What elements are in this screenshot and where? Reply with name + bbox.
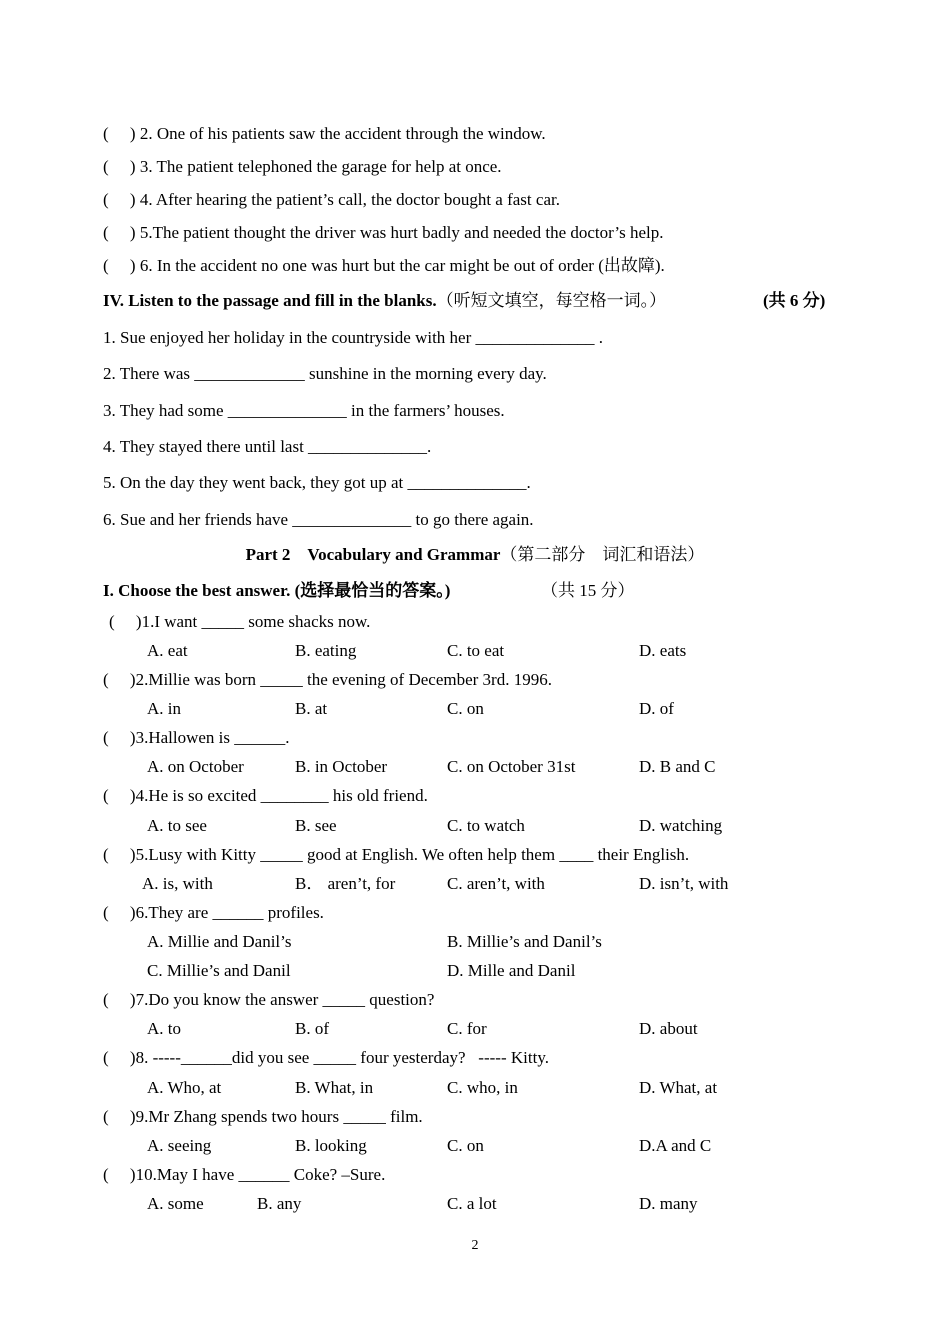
fill-item: 1. Sue enjoyed her holiday in the countryside with her ______________ .: [103, 328, 603, 347]
question-stem: ( )1.I want _____ some shacks now.: [109, 612, 371, 631]
question-stem: ( )9.Mr Zhang spends two hours _____ film.: [103, 1107, 423, 1126]
option: D. What, at: [639, 1078, 718, 1097]
option: A. is, with: [142, 874, 213, 893]
option: B. What, in: [295, 1078, 374, 1097]
judge-item: ( ) 4. After hearing the patient’s call, the doctor bought a fast car.: [103, 190, 560, 209]
section-heading: [103, 290, 666, 312]
section-instruction: (选择最恰当的答案。): [290, 581, 451, 600]
fill-item: 6. Sue and her friends have ______________ to go there again.: [103, 510, 534, 529]
question-stem: ( )3.Hallowen is ______.: [103, 728, 290, 747]
option: A. to see: [147, 816, 207, 835]
option: B. Millie’s and Danil’s: [447, 932, 602, 951]
part-subtitle: （第二部分 词汇和语法）: [500, 545, 705, 564]
option: C. on: [447, 699, 484, 718]
question-stem: ( )10.May I have ______ Coke? –Sure.: [103, 1165, 386, 1184]
question-stem: ( )6.They are ______ profiles.: [103, 903, 324, 922]
option: D. eats: [639, 641, 687, 660]
option: A. to: [147, 1019, 181, 1038]
section-score: (共 6 分): [763, 291, 826, 310]
section-heading: [103, 580, 450, 602]
option: C. on October 31st: [447, 757, 576, 776]
option: C. a lot: [447, 1194, 497, 1213]
option: A. some: [147, 1194, 204, 1213]
option: B. in October: [295, 757, 388, 776]
option: A. on October: [147, 757, 244, 776]
part-heading: [0, 544, 950, 566]
option: B. looking: [295, 1136, 367, 1155]
fill-item: 2. There was _____________ sunshine in the morning every day.: [103, 364, 547, 383]
question-stem: ( )5.Lusy with Kitty _____ good at English. We often help them ____ their English.: [103, 845, 690, 864]
option: A. Millie and Danil’s: [147, 932, 292, 951]
option: D. about: [639, 1019, 698, 1038]
option: B. any: [257, 1194, 302, 1213]
option: A. Who, at: [147, 1078, 222, 1097]
section-instruction: （听短文填空，每空格一词。）: [436, 291, 667, 310]
option: D.A and C: [639, 1136, 712, 1155]
option: D. B and C: [639, 757, 716, 776]
judge-item: ( ) 5.The patient thought the driver was hurt badly and needed the doctor’s help.: [103, 223, 664, 242]
option: D. of: [639, 699, 674, 718]
option: A. eat: [147, 641, 188, 660]
question-stem: ( )4.He is so excited ________ his old friend.: [103, 786, 428, 805]
option: A. in: [147, 699, 181, 718]
judge-item: ( ) 2. One of his patients saw the accident through the window.: [103, 124, 546, 143]
part-title: Part 2 Vocabulary and Grammar: [245, 545, 501, 564]
option: C. on: [447, 1136, 484, 1155]
option: D. isn’t, with: [639, 874, 729, 893]
option: C. for: [447, 1019, 487, 1038]
section-score: （共 15 分）: [541, 581, 635, 600]
page-number: 2: [471, 1238, 479, 1253]
option: C. aren’t, with: [447, 874, 545, 893]
question-stem: ( )8. -----______did you see _____ four yesterday? ----- Kitty.: [103, 1048, 549, 1067]
option: B． aren’t, for: [295, 874, 396, 893]
option: C. to watch: [447, 816, 525, 835]
option: B. of: [295, 1019, 329, 1038]
judge-item: ( ) 6. In the accident no one was hurt but the car might be out of order (出故障).: [103, 256, 665, 275]
fill-item: 4. They stayed there until last ______________.: [103, 437, 432, 456]
option: D. watching: [639, 816, 723, 835]
option: D. Mille and Danil: [447, 961, 576, 980]
question-stem: ( )7.Do you know the answer _____ question?: [103, 990, 435, 1009]
section-title: I. Choose the best answer.: [103, 581, 291, 600]
option: C. Millie’s and Danil: [147, 961, 291, 980]
option: C. to eat: [447, 641, 505, 660]
option: B. at: [295, 699, 328, 718]
question-stem: ( )2.Millie was born _____ the evening of December 3rd. 1996.: [103, 670, 552, 689]
fill-item: 3. They had some ______________ in the farmers’ houses.: [103, 401, 505, 420]
option: B. eating: [295, 641, 357, 660]
option: C. who, in: [447, 1078, 518, 1097]
option: D. many: [639, 1194, 698, 1213]
judge-item: ( ) 3. The patient telephoned the garage for help at once.: [103, 157, 502, 176]
option: B. see: [295, 816, 337, 835]
option: A. seeing: [147, 1136, 212, 1155]
fill-item: 5. On the day they went back, they got up at ______________.: [103, 473, 531, 492]
section-title: IV. Listen to the passage and fill in the blanks.: [103, 291, 437, 310]
